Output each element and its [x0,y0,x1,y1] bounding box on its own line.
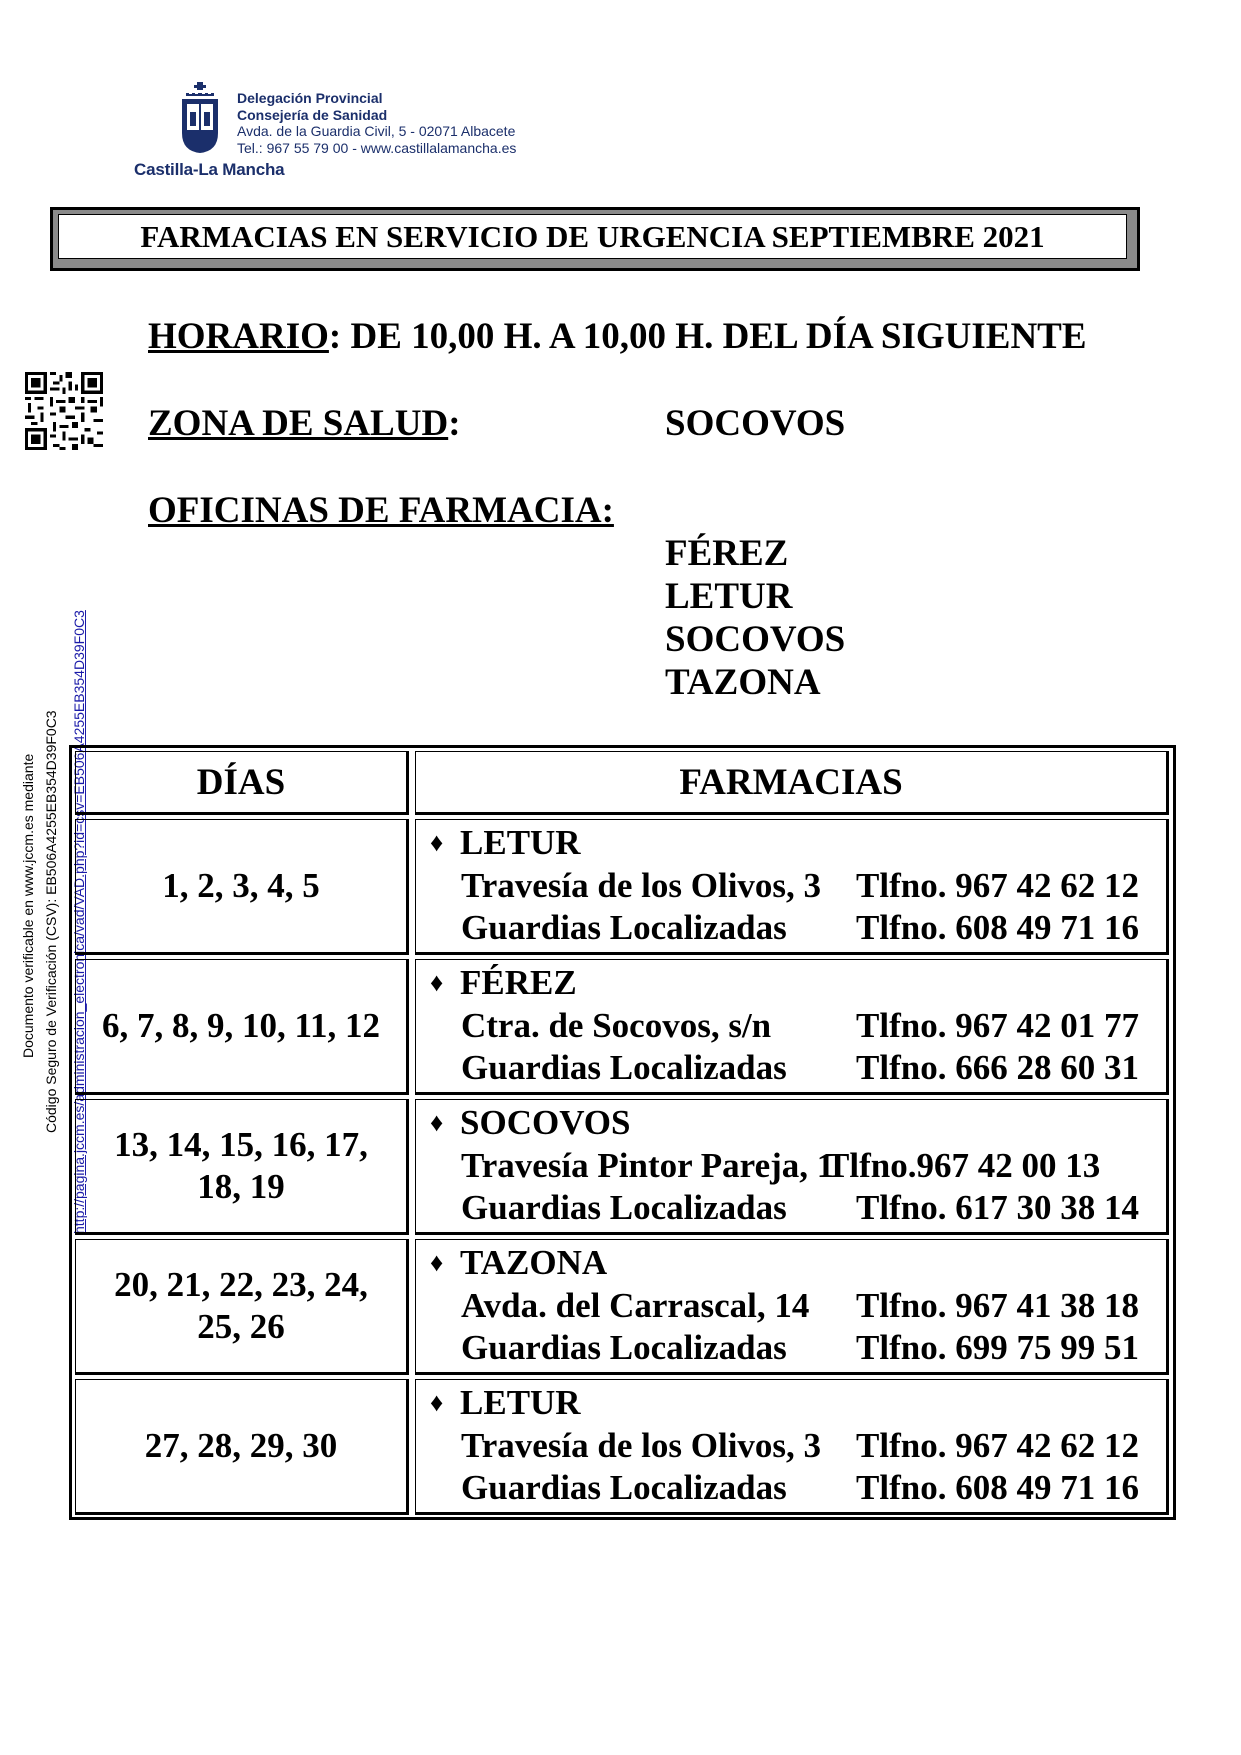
table-row-days [75,1239,409,1375]
pharmacy-phone: Tlfno. 967 42 62 12 [856,865,1139,905]
guard-label: Guardias Localizadas [461,1048,787,1087]
verification-line-1: Documento verificable en www.jccm.es mediante [20,753,36,1058]
days-text: 18, 19 [197,1167,285,1206]
pharmacy-phone: Tlfno. 967 41 38 18 [856,1285,1139,1325]
pharmacy-phone: Tlfno. 967 42 01 77 [856,1005,1139,1045]
table-row-days [75,1379,409,1515]
days-text: 20, 21, 22, 23, 24, [114,1265,368,1304]
oficinas-label: OFICINAS DE FARMACIA: [148,490,614,531]
zona-label: ZONA DE SALUD [148,403,449,444]
guard-phone: Tlfno. 699 75 99 51 [856,1328,1139,1367]
castilla-la-mancha-shield-icon [180,82,220,154]
pharmacy-name: FÉREZ [460,963,577,1002]
diamond-bullet-icon: ♦ [430,1108,444,1137]
table-row-pharmacy [415,819,1169,955]
horario-line [148,315,1087,358]
verification-link[interactable]: http://pagina.jccm.es/administracion_electronica/vad/VAD.php?id=csv=EB506A4255EB354D39F0C3 [71,610,87,1234]
zona-colon: : [448,403,461,444]
oficina-item: TAZONA [665,662,821,703]
organization-address [237,90,516,156]
guard-phone: Tlfno. 608 49 71 16 [856,1468,1139,1507]
pharmacy-schedule-table [69,745,1176,1520]
org-line: Consejería de Sanidad [237,106,388,123]
days-text: 1, 2, 3, 4, 5 [162,866,320,905]
days-text: 13, 14, 15, 16, 17, [114,1125,368,1164]
title-box [50,207,1140,271]
table-row-pharmacy [415,1239,1169,1375]
org-line: Tel.: 967 55 79 00 - www.castillalamancha.es [237,139,517,156]
table-row-pharmacy [415,1379,1169,1515]
days-text: 27, 28, 29, 30 [144,1426,338,1465]
pharmacy-name: LETUR [460,823,581,862]
pharmacy-address: Travesía Pintor Pareja, 1 [461,1145,835,1185]
table-row-days [75,1099,409,1235]
table-row-days [75,819,409,955]
guard-phone: Tlfno. 666 28 60 31 [856,1048,1139,1087]
qr-code-icon [25,372,103,450]
days-text: 25, 26 [197,1307,285,1346]
pharmacy-phone: Tlfno.967 42 00 13 [826,1145,1101,1185]
oficina-item: FÉREZ [665,533,789,574]
table-row-pharmacy [415,1099,1169,1235]
guard-label: Guardias Localizadas [461,1468,787,1507]
pharmacy-name: SOCOVOS [460,1103,631,1142]
pharmacy-address: Travesía de los Olivos, 3 [461,1425,822,1465]
days-text: 6, 7, 8, 9, 10, 11, 12 [101,1006,381,1045]
pharmacy-name: LETUR [460,1383,581,1422]
diamond-bullet-icon: ♦ [430,1388,444,1417]
zona-line [148,402,461,445]
verification-line-2: Código Seguro de Verificación (CSV): EB506A4255EB354D39F0C3 [43,710,59,1133]
oficina-item: LETUR [665,576,793,617]
pharmacy-name: TAZONA [460,1243,608,1282]
zona-value: SOCOVOS [665,403,846,444]
table-row-pharmacy [415,959,1169,1095]
oficina-item: SOCOVOS [665,619,846,660]
diamond-bullet-icon: ♦ [430,828,444,857]
header-days: DÍAS [75,751,409,815]
org-line: Delegación Provincial [237,90,383,106]
guard-phone: Tlfno. 608 49 71 16 [856,908,1139,947]
guard-phone: Tlfno. 617 30 38 14 [856,1188,1139,1227]
diamond-bullet-icon: ♦ [430,968,444,997]
pharmacy-phone: Tlfno. 967 42 62 12 [856,1425,1139,1465]
pharmacy-address: Travesía de los Olivos, 3 [461,865,822,905]
logo-text: Castilla-La Mancha [134,160,285,179]
horario-label: HORARIO [148,316,329,357]
guard-label: Guardias Localizadas [461,1188,787,1227]
header-pharmacies: FARMACIAS [415,751,1169,815]
document-title: FARMACIAS EN SERVICIO DE URGENCIA SEPTIEMBRE 2021 [58,214,1127,259]
guard-label: Guardias Localizadas [461,1328,787,1367]
pharmacy-address: Ctra. de Socovos, s/n [461,1005,772,1045]
diamond-bullet-icon: ♦ [430,1248,444,1277]
horario-value: : DE 10,00 H. A 10,00 H. DEL DÍA SIGUIENTE [328,316,1087,357]
guard-label: Guardias Localizadas [461,908,787,947]
table-row-days [75,959,409,1095]
pharmacy-address: Avda. del Carrascal, 14 [461,1285,810,1325]
org-line: Avda. de la Guardia Civil, 5 - 02071 Albacete [237,123,516,139]
